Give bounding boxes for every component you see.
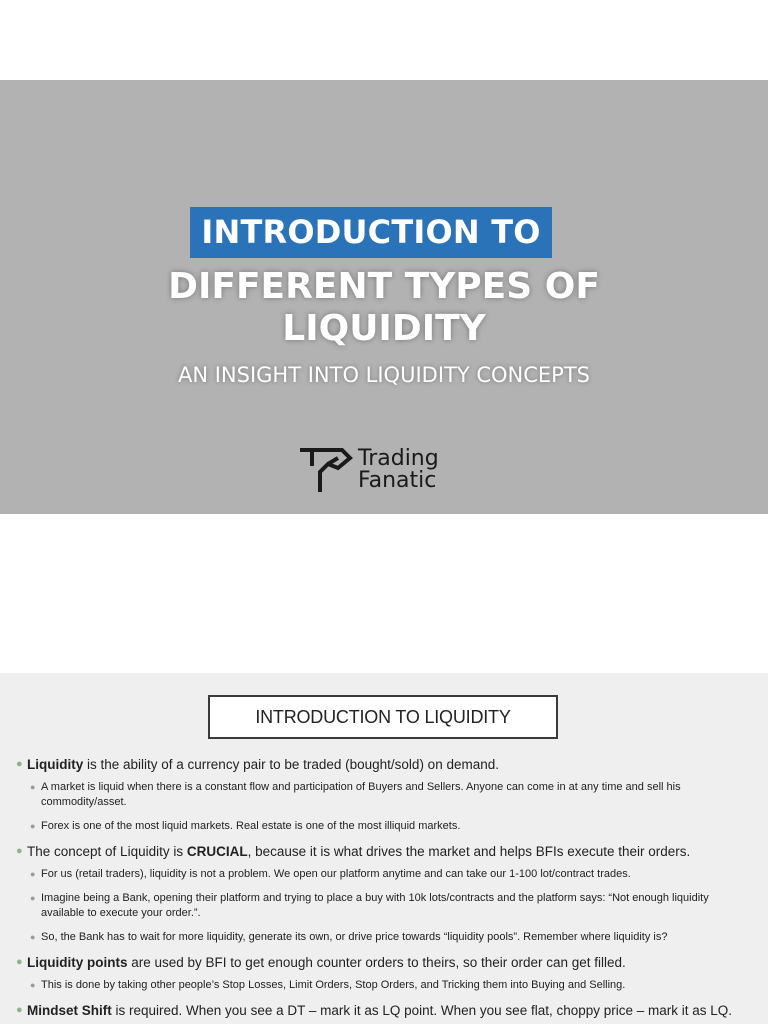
sub-bullet-text: So, the Bank has to wait for more liquidity, generate its own, or drive price towards “liquidity pools”. Remember where liquidity is? — [41, 931, 668, 943]
sub-bullet-text: This is done by taking other people’s Stop Losses, Limit Orders, Stop Orders, and Tricking them into Buying and Selling. — [41, 979, 626, 991]
sub-bullet-dot-icon: ● — [30, 782, 36, 792]
bullet-text: , because it is what drives the market and helps BFIs execute their orders. — [247, 844, 691, 859]
trading-fanatic-logo-icon — [298, 446, 354, 496]
sub-bullet-dot-icon: ● — [30, 893, 36, 903]
bullet-bold: Liquidity points — [27, 955, 128, 970]
content-slide — [0, 673, 768, 1024]
bullet-bold: CRUCIAL — [186, 844, 248, 859]
intro-badge — [190, 207, 552, 258]
bullet-bold: Mindset Shift — [27, 1003, 112, 1018]
intro-badge-text: INTRODUCTION TO — [201, 213, 541, 251]
slide-title-line2: LIQUIDITY — [282, 308, 486, 349]
content-slide-title-box — [208, 695, 558, 739]
slide-subtitle: AN INSIGHT INTO LIQUIDITY CONCEPTS — [177, 363, 590, 387]
trading-fanatic-logo — [298, 446, 468, 496]
bullet-dot-icon: ● — [16, 845, 23, 857]
logo-text — [358, 448, 439, 492]
bullet-bold: Liquidity — [27, 757, 84, 772]
sub-bullet-text: Imagine being a Bank, opening their platform and trying to place a buy with 10k lots/contracts and the platform says: “Not enough liquidity available to execute your order.”. — [41, 892, 709, 919]
sub-bullet-text: For us (retail traders), liquidity is not a problem. We open our platform anytime and can take our 1-100 lot/contract trades. — [41, 868, 631, 880]
bullet-text: are used by BFI to get enough counter orders to theirs, so their order can get filled. — [127, 955, 626, 970]
sub-bullet-text: Forex is one of the most liquid markets. Real estate is one of the most illiquid markets. — [41, 820, 461, 832]
bullet-text: is the ability of a currency pair to be traded (bought/sold) on demand. — [83, 757, 499, 772]
bullet-pre-text: The concept of Liquidity is — [27, 844, 187, 859]
title-slide — [0, 80, 768, 514]
sub-bullet-dot-icon: ● — [30, 932, 36, 942]
slide-title-line1: DIFFERENT TYPES OF — [168, 266, 600, 307]
sub-bullet-dot-icon: ● — [30, 869, 36, 879]
logo-text-line1: Trading — [358, 446, 439, 471]
sub-bullet-dot-icon: ● — [30, 821, 36, 831]
sub-bullet-text: A market is liquid when there is a constant flow and participation of Buyers and Sellers. Anyone can come in at any time and sell his commodity/asset. — [41, 781, 681, 808]
content-slide-title: INTRODUCTION TO LIQUIDITY — [255, 707, 511, 727]
bullet-dot-icon: ● — [16, 956, 23, 968]
bullet-dot-icon: ● — [16, 1004, 23, 1016]
logo-text-line2: Fanatic — [358, 468, 437, 493]
sub-bullet-dot-icon: ● — [30, 980, 36, 990]
slide-title — [90, 266, 678, 350]
bullet-dot-icon: ● — [16, 758, 23, 770]
bullet-text: is required. When you see a DT – mark it as LQ point. When you see flat, choppy price – mark it as LQ. — [111, 1003, 733, 1018]
